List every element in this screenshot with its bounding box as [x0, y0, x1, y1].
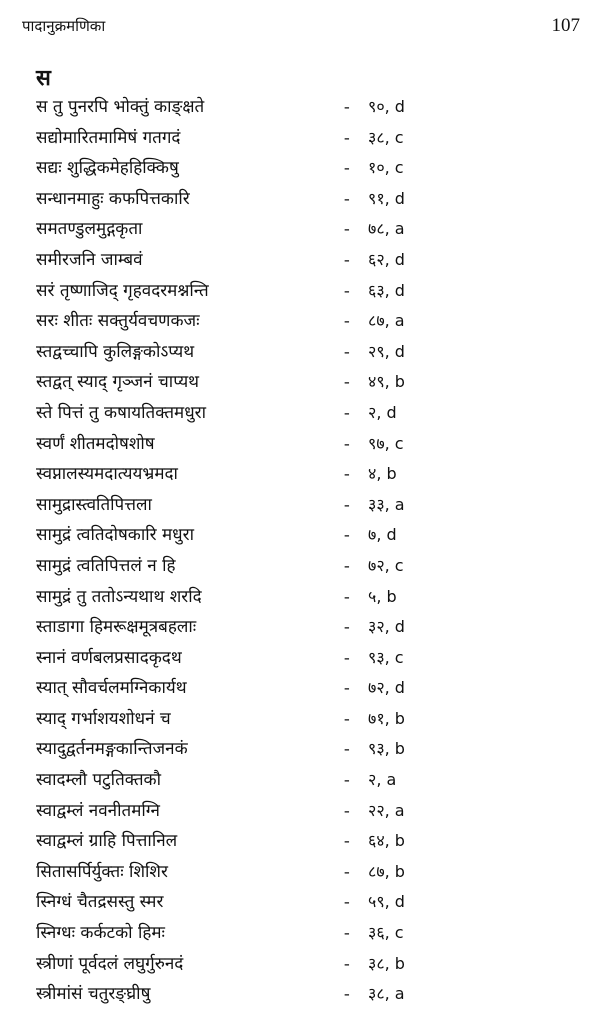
entry-dash: -	[344, 280, 350, 300]
entry-reference: ८७, b	[368, 861, 405, 881]
entry-dash: -	[344, 647, 350, 667]
index-entry	[0, 643, 600, 674]
index-entry-list	[0, 92, 600, 1010]
index-entry	[0, 184, 600, 215]
entry-dash: -	[344, 831, 350, 851]
entry-text: सन्धानमाहुः कफपित्तकारि	[36, 188, 190, 209]
entry-dash: -	[344, 892, 350, 912]
entry-reference: ३६, c	[368, 923, 404, 943]
page-number: 107	[551, 15, 580, 36]
entry-dash: -	[344, 372, 350, 392]
entry-dash: -	[344, 464, 350, 484]
index-entry	[0, 276, 600, 307]
index-entry	[0, 857, 600, 888]
entry-dash: -	[344, 249, 350, 269]
index-entry	[0, 367, 600, 398]
entry-text: स्वाद्वम्लं नवनीतमग्नि	[36, 800, 160, 821]
entry-reference: ७१, b	[368, 708, 405, 728]
index-entry	[0, 92, 600, 123]
index-entry	[0, 214, 600, 245]
entry-text: स्वर्णं शीतमदोषशोष	[36, 433, 155, 454]
index-entry	[0, 765, 600, 796]
entry-text: स्तद्वत् स्याद् गृञ्जनं चाप्यथ	[36, 372, 200, 393]
entry-reference: ६४, b	[368, 831, 405, 851]
entry-dash: -	[344, 494, 350, 514]
entry-dash: -	[344, 341, 350, 361]
entry-reference: २, a	[368, 770, 397, 790]
entry-dash: -	[344, 953, 350, 973]
entry-dash: -	[344, 158, 350, 178]
entry-text: स्निग्धं चैतद्रसस्तु स्मर	[36, 892, 164, 913]
index-entry	[0, 734, 600, 765]
entry-text: सितासर्पिर्युक्तः शिशिर	[36, 861, 168, 882]
index-entry	[0, 979, 600, 1010]
entry-text: सद्योमारितमामिषं गतगदं	[36, 127, 181, 148]
entry-reference: ९७, c	[368, 433, 404, 453]
entry-text: समीरजनि जाम्बवं	[36, 249, 143, 270]
entry-text: स्नानं वर्णबलप्रसादकृदथ	[36, 647, 182, 668]
index-entry	[0, 123, 600, 154]
entry-reference: २, d	[368, 402, 397, 422]
index-entry	[0, 337, 600, 368]
entry-dash: -	[344, 433, 350, 453]
index-entry	[0, 949, 600, 980]
entry-dash: -	[344, 555, 350, 575]
entry-text: स्निग्धः कर्कटको हिमः	[36, 923, 165, 944]
index-entry	[0, 245, 600, 276]
entry-dash: -	[344, 127, 350, 147]
entry-dash: -	[344, 311, 350, 331]
entry-reference: ४, b	[368, 464, 397, 484]
index-entry	[0, 918, 600, 949]
index-entry	[0, 490, 600, 521]
running-title: पादानुक्रमणिका	[22, 17, 106, 35]
index-entry	[0, 398, 600, 429]
entry-text: सरः शीतः सक्तुर्यवचणकजः	[36, 311, 200, 332]
entry-reference: ९१, d	[368, 188, 405, 208]
index-entry	[0, 582, 600, 613]
index-entry	[0, 796, 600, 827]
entry-reference: २९, d	[368, 341, 405, 361]
entry-dash: -	[344, 861, 350, 881]
entry-text: स्वप्नालस्यमदात्ययभ्रमदा	[36, 464, 178, 485]
entry-reference: ३८, b	[368, 953, 405, 973]
index-entry	[0, 551, 600, 582]
entry-reference: ९३, c	[368, 647, 404, 667]
entry-text: सद्यः शुद्धिकमेहहिक्किषु	[36, 158, 179, 179]
entry-reference: ६२, d	[368, 249, 405, 269]
index-entry	[0, 887, 600, 918]
entry-dash: -	[344, 984, 350, 1004]
index-entry	[0, 306, 600, 337]
entry-text: सरं तृष्णाजिद् गृहवदरमश्नन्ति	[36, 280, 209, 301]
entry-text: स्ते पित्तं तु कषायतिक्तमधुरा	[36, 402, 207, 423]
index-entry	[0, 704, 600, 735]
entry-reference: ७८, a	[368, 219, 405, 239]
entry-reference: २२, a	[368, 800, 405, 820]
entry-text: स तु पुनरपि भोक्तुं काङ्क्षते	[36, 97, 205, 117]
entry-dash: -	[344, 617, 350, 637]
entry-reference: ७, d	[368, 525, 397, 545]
entry-dash: -	[344, 770, 350, 790]
entry-text: समतण्डुलमुद्गकृता	[36, 219, 143, 240]
entry-reference: ३३, a	[368, 494, 405, 514]
entry-reference: १०, c	[368, 158, 404, 178]
entry-text: स्ताडागा हिमरूक्षमूत्रबहलाः	[36, 617, 197, 638]
index-entry	[0, 459, 600, 490]
index-entry	[0, 429, 600, 460]
entry-dash: -	[344, 923, 350, 943]
entry-reference: ५९, d	[368, 892, 405, 912]
index-entry	[0, 153, 600, 184]
section-heading: स	[36, 66, 51, 91]
entry-reference: ७२, d	[368, 678, 405, 698]
index-entry	[0, 673, 600, 704]
entry-dash: -	[344, 739, 350, 759]
entry-reference: ३८, a	[368, 984, 405, 1004]
entry-text: स्याद् गर्भाशयशोधनं च	[36, 708, 171, 729]
entry-reference: ६३, d	[368, 280, 405, 300]
entry-dash: -	[344, 678, 350, 698]
entry-text: स्त्रीमांसं चतुरङ्घ्रीषु	[36, 984, 151, 1005]
entry-text: स्वाद्वम्लं ग्राहि पित्तानिल	[36, 831, 178, 852]
entry-dash: -	[344, 586, 350, 606]
index-entry	[0, 520, 600, 551]
entry-text: सामुद्रं तु ततोऽन्यथाथ शरदि	[36, 586, 202, 607]
entry-reference: ७२, c	[368, 555, 404, 575]
entry-dash: -	[344, 219, 350, 239]
entry-text: स्तद्वच्चापि कुलिङ्गकोऽप्यथ	[36, 341, 195, 362]
entry-dash: -	[344, 402, 350, 422]
entry-text: स्यात् सौवर्चलमग्निकार्यथ	[36, 678, 187, 699]
entry-dash: -	[344, 97, 350, 116]
entry-reference: ९३, b	[368, 739, 405, 759]
entry-dash: -	[344, 188, 350, 208]
running-header	[22, 14, 580, 38]
entry-text: स्वादम्लौ पटुतिक्तकौ	[36, 770, 162, 791]
entry-text: सामुद्रास्त्वतिपित्तला	[36, 494, 152, 515]
index-entry	[0, 612, 600, 643]
entry-reference: ८७, a	[368, 311, 405, 331]
entry-text: स्यादुद्वर्तनमङ्गकान्तिजनकं	[36, 739, 188, 760]
entry-dash: -	[344, 525, 350, 545]
entry-dash: -	[344, 800, 350, 820]
entry-text: स्त्रीणां पूर्वदलं लघुर्गुरुनदं	[36, 953, 184, 974]
entry-reference: ३८, c	[368, 127, 404, 147]
entry-reference: ९०, d	[368, 97, 405, 116]
entry-dash: -	[344, 708, 350, 728]
entry-text: सामुद्रं त्वतिपित्तलं न हि	[36, 555, 176, 576]
index-entry	[0, 826, 600, 857]
entry-reference: ३२, d	[368, 617, 405, 637]
entry-reference: ५, b	[368, 586, 397, 606]
entry-reference: ४९, b	[368, 372, 405, 392]
entry-text: सामुद्रं त्वतिदोषकारि मधुरा	[36, 525, 194, 546]
